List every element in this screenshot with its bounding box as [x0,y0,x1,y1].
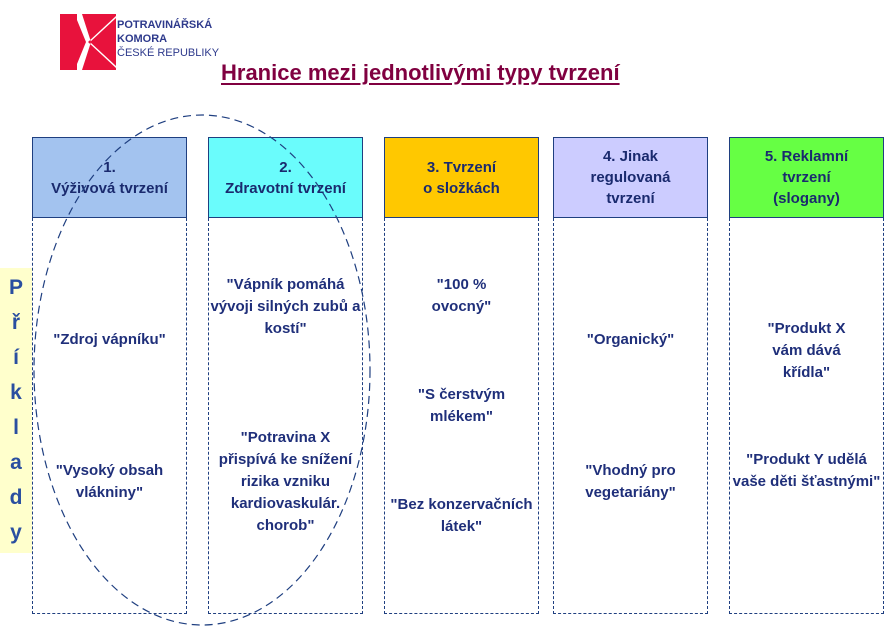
side-letter: í [13,346,19,369]
example-item: "Vápník pomáhá vývoji silných zubů a kostí" [210,276,361,337]
example-item: "Zdroj vápníku" [53,331,166,348]
column-header-text: 1. Výživová tvrzení [51,158,168,197]
example-item: "Vysoký obsah vlákniny" [55,462,164,501]
page-title: Hranice mezi jednotlivými typy tvrzení [221,60,620,85]
column-header-text: 4. Jinak regulovaná tvrzení [590,148,671,207]
side-letter: y [10,521,22,544]
examples-side-label [0,268,32,553]
grouping-ellipse [30,110,375,630]
side-letter: P [8,276,23,299]
example-item: "S čerstvým mlékem" [417,386,506,425]
column-header [384,137,539,218]
example-item: "100 % ovocný" [431,276,492,315]
example-item: "Produkt X vám dává křídla" [767,320,846,381]
example-item: "Bez konzervačních látek" [390,496,533,535]
side-letter: d [9,486,23,509]
column-body [553,218,708,614]
column-header-text: 3. Tvrzení o složkách [423,158,500,197]
column-header-text: 2. Zdravotní tvrzení [225,158,346,197]
side-letter: l [13,416,19,439]
example-item: "Organický" [586,331,675,348]
column-header-text: 5. Reklamní tvrzení (slogany) [764,148,849,207]
column-body [729,218,884,614]
example-item: "Potravina X přispívá ke snížení rizika vzniku kardiovaskulár. chorob" [218,429,353,534]
logo-line2: KOMORA [117,33,168,45]
side-letter: k [10,381,22,404]
chamber-logo-icon [60,14,116,70]
logo-line3: ČESKÉ REPUBLIKY [117,47,220,59]
logo-line1: POTRAVINÁŘSKÁ [117,19,213,31]
column-advertising-claims [729,137,884,613]
column-header [553,137,708,218]
example-item: "Produkt Y udělá vaše děti šťastnými" [732,451,881,490]
column-ingredient-claims [384,137,539,613]
side-letter: ř [11,311,21,334]
column-header [729,137,884,218]
logo-text [117,18,219,60]
side-letter: a [10,451,22,474]
column-other-regulated-claims [553,137,708,613]
example-item: "Vhodný pro vegetariány" [585,462,676,501]
